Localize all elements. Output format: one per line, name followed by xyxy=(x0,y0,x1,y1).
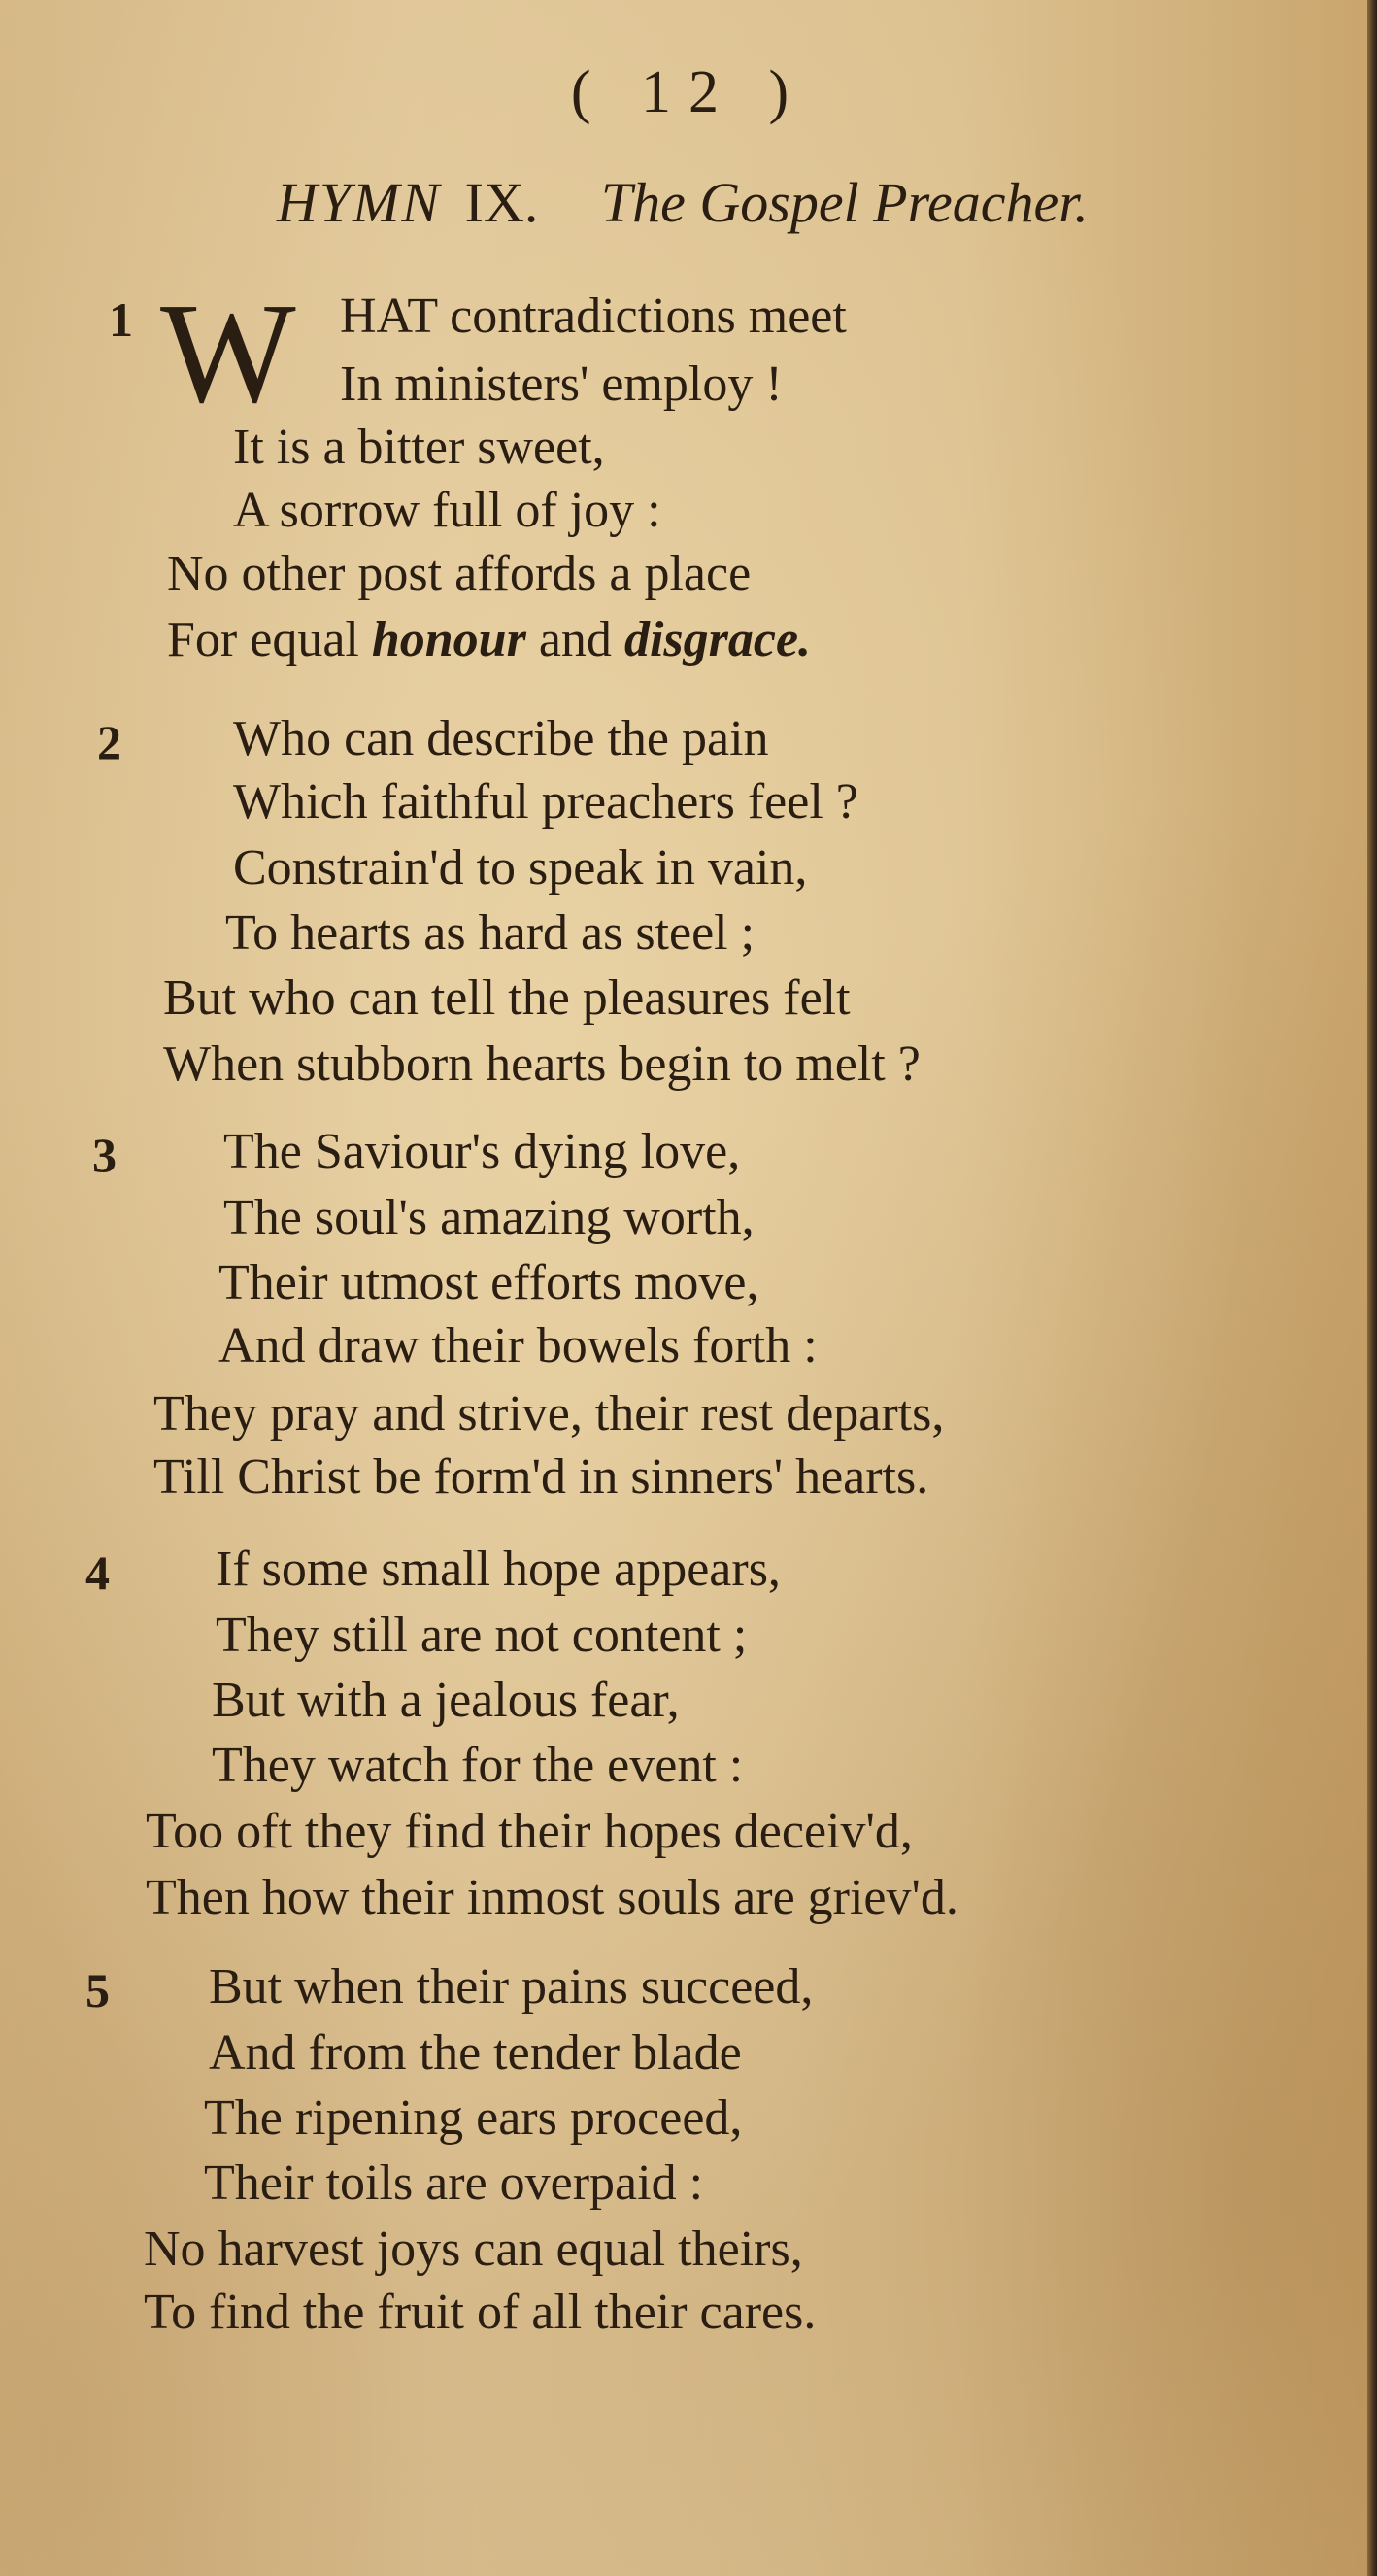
verse-line-last xyxy=(167,612,812,667)
verse-line: Constrain'd to speak in vain, xyxy=(233,840,808,896)
verse-line: The ripening ears proceed, xyxy=(204,2090,743,2146)
verse-line: When stubborn hearts begin to melt ? xyxy=(163,1036,921,1092)
line-text: and xyxy=(538,612,612,667)
verse-line: They still are not content ; xyxy=(216,1608,748,1663)
verse-line: A sorrow full of joy : xyxy=(233,483,661,538)
hymn-label: HYMN xyxy=(277,171,442,234)
emphasis-disgrace: disgrace. xyxy=(623,612,812,667)
verse-line: But who can tell the pleasures felt xyxy=(163,970,851,1026)
verse-line: Their utmost efforts move, xyxy=(218,1255,759,1310)
verse-line: HAT contradictions meet xyxy=(340,288,847,344)
verse-line: Then how their inmost souls are griev'd. xyxy=(146,1870,958,1925)
verse-line: Till Christ be form'd in sinners' hearts. xyxy=(153,1449,929,1505)
verse-line: But when their pains succeed, xyxy=(209,1959,814,2015)
verse-line: No other post affords a place xyxy=(167,546,752,601)
verse-line: Their toils are overpaid : xyxy=(204,2155,704,2211)
verse-line: Which faithful preachers feel ? xyxy=(233,774,858,830)
emphasis-honour: honour xyxy=(371,612,526,667)
stanza-number: 5 xyxy=(85,1963,110,2017)
hymn-heading xyxy=(277,170,1089,235)
page-edge xyxy=(1367,0,1377,2576)
line-text: For equal xyxy=(167,612,359,667)
verse-line: And from the tender blade xyxy=(209,2025,742,2081)
verse-line: The Saviour's dying love, xyxy=(223,1124,741,1179)
stanza-number: 1 xyxy=(109,292,133,347)
verse-line: They pray and strive, their rest departs, xyxy=(153,1386,945,1441)
hymn-number: IX. xyxy=(464,171,539,234)
verse-line: It is a bitter sweet, xyxy=(233,420,605,475)
verse-line: But with a jealous fear, xyxy=(212,1673,680,1728)
verse-line: They watch for the event : xyxy=(212,1738,744,1793)
verse-line: The soul's amazing worth, xyxy=(223,1190,755,1245)
stanza-number: 4 xyxy=(85,1545,110,1600)
stanza-number: 2 xyxy=(97,715,121,769)
page-number: ( 12 ) xyxy=(570,59,807,125)
drop-cap: W xyxy=(160,274,296,433)
stanza-number: 3 xyxy=(92,1128,117,1182)
hymn-title: The Gospel Preacher. xyxy=(600,171,1089,234)
verse-line: And draw their bowels forth : xyxy=(218,1318,818,1373)
verse-line: To find the fruit of all their cares. xyxy=(144,2285,817,2340)
verse-line: In ministers' employ ! xyxy=(340,356,783,412)
verse-line: If some small hope appears, xyxy=(216,1542,781,1597)
verse-line: Who can describe the pain xyxy=(233,711,769,766)
verse-line: To hearts as hard as steel ; xyxy=(225,905,756,961)
verse-line: No harvest joys can equal theirs, xyxy=(144,2221,803,2277)
verse-line: Too oft they find their hopes deceiv'd, xyxy=(146,1804,913,1859)
